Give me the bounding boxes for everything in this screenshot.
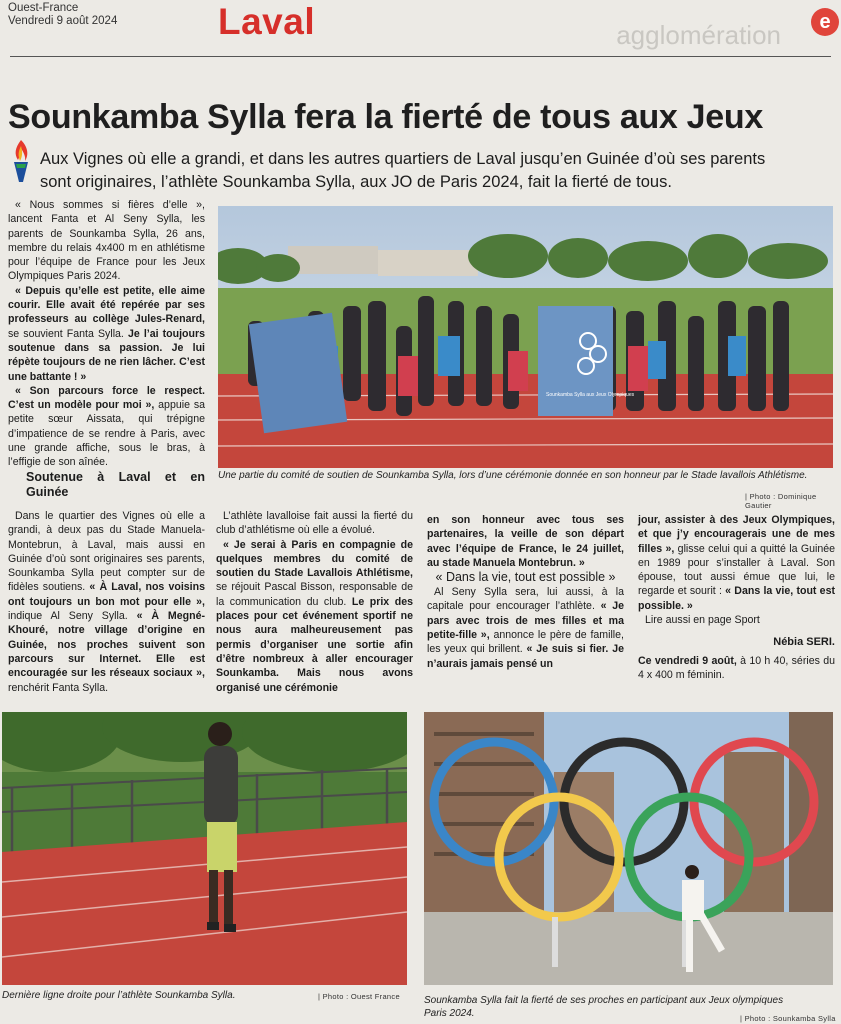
- paragraph: « Son parcours force le respect. C’est un modèle pour moi », appuie sa petite sœur Aissata, qui trépigne d’impatience de se rendre à Paris, avec une grande affiche, sous le bras, à l’effigie de son aînée.: [8, 384, 206, 469]
- event-info: Ce vendredi 9 août, à 10 h 40, séries du 4 x 400 m féminin.: [638, 654, 835, 681]
- section-badge: e: [811, 8, 839, 36]
- paragraph: « Je serai à Paris en compagnie de quelques membres du comité de soutien du Stade Lavallois Athlétisme, se réjouit Pascal Bisson, responsable de la communication du club. Le prix des places pour cet événement sportif ne nous aura malheureusement pas permis d’organiser une sortie afin d’être nombreux à aller encourager Sounkamba. Mais nous avons organisé une cérémonie: [216, 538, 413, 694]
- group-photo-image: [218, 206, 833, 468]
- paragraph: jour, assister à des Jeux Olympiques, et que j’y encouragerais une de mes filles », glisse celui qui a quitté la Guinée en 1989 pour s’installer à Laval. Son épouse, tout aussi émue que lui, le regarde et sourit : « Dans la vie, tout est possible. »: [638, 514, 835, 612]
- column-2: [216, 509, 413, 695]
- paragraph: « Nous sommes si fières d’elle », lancent Fanta et Al Seny Sylla, les parents de Sounkamba Sylla, 26 ans, membre du relais 4x400 m en athlétisme pour l’équipe de France pour les Jeux Olympiques Paris 2024.: [8, 199, 205, 283]
- group-photo-caption: Une partie du comité de soutien de Sounkamba Sylla, lors d’une cérémonie donnée en son honneur par le Stade lavallois Athlétisme.: [218, 470, 808, 481]
- masthead-source: [8, 2, 117, 28]
- newspaper-name: Ouest-France: [8, 2, 79, 14]
- issue-date: Vendredi 9 août 2024: [8, 15, 118, 27]
- runner-photo-credit: | Photo : Ouest France: [318, 992, 400, 1001]
- subheading: « Dans la vie, tout est possible »: [435, 570, 616, 585]
- poster-text: Sounkamba Sylla aux Jeux Olympiques: [546, 392, 635, 398]
- article-lead: Aux Vignes où elle a grandi, et dans les autres quartiers de Laval jusqu’en Guinée d’où ses parents sont originaires, l’athlète Sounkamba Sylla, aux JO de Paris 2024, fait la fierté de tous.: [40, 150, 766, 191]
- column-1-top: [8, 198, 205, 500]
- paragraph: « Depuis qu’elle est petite, elle aime courir. Elle avait été repérée par ses professeurs au collège Jules-Renard, se souvient Fanta Sylla. Je l’ai toujours soutenue dans sa passion. Je lui répète toujours de ne rien lâcher. C’est une battante ! »: [8, 284, 206, 383]
- olympic-rings-photo: [424, 712, 833, 985]
- column-1-bottom: [8, 509, 205, 695]
- column-3: [427, 513, 624, 671]
- group-photo-credit: | Photo : Dominique Gautier: [745, 492, 817, 510]
- subheading: Soutenue à Laval et en Guinée: [26, 469, 205, 499]
- section-title: Laval: [218, 1, 316, 42]
- runner-photo: [2, 712, 407, 985]
- column-4: [638, 513, 835, 682]
- paragraph: Lire aussi en page Sport: [645, 614, 760, 627]
- paragraph: en son honneur avec tous ses partenaires, la veille de son départ avec l’équipe de France, le 24 juillet, au stade Manuela Montebrun. »: [427, 514, 624, 569]
- rings-photo-caption: Sounkamba Sylla fait la fierté de ses proches en participant aux Jeux olympiques Paris 2024.: [424, 995, 784, 1019]
- paragraph: Dans le quartier des Vignes où elle a grandi, à deux pas du Stade Manuela-Montebrun, à Laval, mais aussi en Guinée d’où sont originaires ses parents, Sounkamba Sylla peut compter sur de fidèles soutiens. « À Laval, nos voisins ont toujours un bon mot pour elle », indique Al Seny Sylla. « À Megné-Khouré, notre village d’origine en Guinée, nos proches suivent son parcours sur Internet. Elle est encouragée sur les réseaux sociaux », renchérit Fanta Sylla.: [8, 510, 206, 694]
- adjacent-page-header: agglomération: [616, 20, 781, 50]
- runner-photo-image: [2, 712, 407, 985]
- paragraph: Al Seny Sylla sera, lui aussi, à la capitale pour encourager l’athlète. « Je pars avec trois de mes filles et ma petite-fille », annonce le père de famille, les yeux qui brillent. « Je suis si fier. Je n’aurais jamais pensé un: [427, 586, 625, 670]
- runner-photo-caption: Dernière ligne droite pour l’athlète Sounkamba Sylla.: [2, 990, 236, 1001]
- olympic-torch-icon: [8, 138, 34, 184]
- rings-photo-credit: | Photo : Sounkamba Sylla: [740, 1014, 836, 1023]
- header-rule: [10, 56, 831, 57]
- byline: Nébia SERI.: [773, 636, 835, 649]
- olympic-rings-image: [424, 712, 833, 985]
- group-photo: [218, 206, 833, 468]
- paragraph: L’athlète lavalloise fait aussi la fierté du club d’athlétisme où elle a évolué.: [216, 510, 413, 537]
- article-headline: Sounkamba Sylla fera la fierté de tous aux Jeux: [8, 98, 763, 136]
